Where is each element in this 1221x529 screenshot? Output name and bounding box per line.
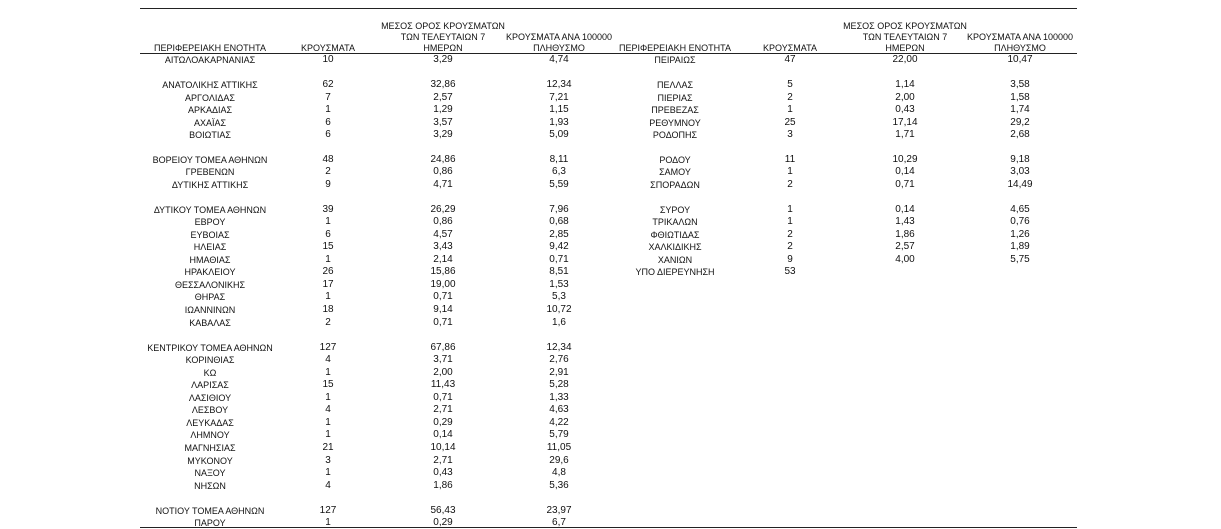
left-cell-cases: 4 (325, 480, 331, 491)
right-cell-name: ΤΡΙΚΑΛΩΝ (652, 217, 698, 227)
right-cell-name: ΣΑΜΟΥ (659, 167, 691, 177)
left-cell-avg: 11,43 (430, 379, 456, 390)
left-cell-name: ΘΗΡΑΣ (194, 292, 226, 302)
left-cell-cases: 21 (322, 442, 334, 453)
left-cell-per100k: 1,15 (549, 104, 569, 115)
left-cell-cases: 1 (325, 417, 331, 428)
left-cell-name: ΑΡΚΑΔΙΑΣ (187, 105, 233, 115)
left-cell-cases: 127 (319, 505, 337, 516)
left-cell-avg: 3,71 (433, 354, 453, 365)
left-cell-per100k: 5,36 (549, 480, 569, 491)
right-cell-cases: 1 (787, 166, 793, 177)
left-cell-cases: 39 (322, 204, 334, 215)
left-header-region: ΠΕΡΙΦΕΡΕΙΑΚΗ ΕΝΟΤΗΤΑ (153, 43, 267, 53)
left-cell-name: ΕΥΒΟΙΑΣ (190, 230, 230, 240)
left-cell-per100k: 4,63 (549, 404, 569, 415)
left-cell-avg: 56,43 (430, 505, 456, 516)
left-cell-name: ΑΙΤΩΛΟΑΚΑΡΝΑΝΙΑΣ (164, 55, 256, 65)
left-cell-avg: 3,29 (433, 129, 453, 140)
left-cell-per100k: 6,3 (552, 166, 566, 177)
left-cell-name: ΔΥΤΙΚΟΥ ΤΟΜΕΑ ΑΘΗΝΩΝ (153, 205, 267, 215)
right-cell-per100k: 14,49 (1007, 179, 1033, 190)
right-cell-name: ΠΕΛΛΑΣ (656, 80, 694, 90)
left-cell-name: ΗΛΕΙΑΣ (193, 242, 227, 252)
left-cell-cases: 1 (325, 392, 331, 403)
right-cell-avg: 0,43 (895, 104, 915, 115)
left-cell-name: ΚΕΝΤΡΙΚΟΥ ΤΟΜΕΑ ΑΘΗΝΩΝ (147, 343, 273, 353)
left-cell-avg: 19,00 (430, 279, 456, 290)
left-cell-cases: 15 (322, 379, 334, 390)
left-cell-cases: 1 (325, 517, 331, 528)
left-cell-avg: 1,29 (433, 104, 453, 115)
right-cell-name: ΦΘΙΩΤΙΔΑΣ (650, 230, 700, 240)
right-cell-cases: 2 (787, 179, 793, 190)
right-header-avg-line1: ΜΕΣΟΣ ΟΡΟΣ ΚΡΟΥΣΜΑΤΩΝ (843, 21, 967, 31)
right-cell-name: ΠΡΕΒΕΖΑΣ (651, 105, 699, 115)
left-cell-per100k: 8,11 (549, 154, 569, 165)
left-cell-avg: 2,57 (433, 92, 453, 103)
left-cell-cases: 15 (322, 241, 334, 252)
left-cell-cases: 1 (325, 291, 331, 302)
left-cell-name: ΜΥΚΟΝΟΥ (187, 456, 233, 466)
left-cell-avg: 0,86 (433, 216, 453, 227)
right-cell-cases: 11 (784, 154, 796, 165)
left-cell-cases: 7 (325, 92, 331, 103)
right-cell-name: ΧΑΝΙΩΝ (657, 255, 693, 265)
left-cell-cases: 2 (325, 317, 331, 328)
left-cell-avg: 3,29 (433, 54, 453, 65)
right-cell-per100k: 1,89 (1010, 241, 1030, 252)
left-cell-name: ΝΗΣΩΝ (194, 481, 226, 491)
left-cell-per100k: 23,97 (546, 505, 572, 516)
right-cell-name: ΡΕΘΥΜΝΟΥ (649, 118, 701, 128)
right-cell-cases: 5 (787, 79, 793, 90)
right-cell-per100k: 1,58 (1010, 92, 1030, 103)
left-cell-cases: 3 (325, 455, 331, 466)
left-cell-per100k: 6,7 (552, 517, 566, 528)
left-cell-cases: 2 (325, 166, 331, 177)
left-cell-avg: 2,71 (433, 404, 453, 415)
right-cell-avg: 1,43 (895, 216, 915, 227)
left-cell-per100k: 9,42 (549, 241, 569, 252)
left-cell-avg: 26,29 (430, 204, 456, 215)
right-cell-per100k: 29,2 (1010, 117, 1030, 128)
right-cell-per100k: 9,18 (1010, 154, 1030, 165)
left-cell-per100k: 5,79 (549, 429, 569, 440)
left-cell-cases: 9 (325, 179, 331, 190)
left-cell-avg: 0,71 (433, 317, 453, 328)
left-header-avg-line1: ΜΕΣΟΣ ΟΡΟΣ ΚΡΟΥΣΜΑΤΩΝ (381, 21, 505, 31)
right-cell-name: ΠΙΕΡΙΑΣ (657, 93, 693, 103)
left-cell-name: ΒΟΙΩΤΙΑΣ (189, 130, 231, 140)
right-cell-name: ΠΕΙΡΑΙΩΣ (654, 55, 696, 65)
left-cell-per100k: 0,71 (549, 254, 569, 265)
left-cell-name: ΒΟΡΕΙΟΥ ΤΟΜΕΑ ΑΘΗΝΩΝ (152, 155, 268, 165)
left-cell-avg: 0,29 (433, 417, 453, 428)
right-cell-per100k: 3,58 (1010, 79, 1030, 90)
left-cell-per100k: 2,85 (549, 229, 569, 240)
left-cell-name: ΛΕΥΚΑΔΑΣ (186, 418, 234, 428)
left-cell-cases: 1 (325, 216, 331, 227)
right-cell-per100k: 0,76 (1010, 216, 1030, 227)
right-cell-cases: 25 (784, 117, 796, 128)
left-cell-name: ΘΕΣΣΑΛΟΝΙΚΗΣ (174, 280, 246, 290)
right-cell-cases: 1 (787, 216, 793, 227)
left-cell-name: ΚΑΒΑΛΑΣ (189, 318, 231, 328)
left-cell-name: ΑΡΓΟΛΙΔΑΣ (185, 93, 235, 103)
left-cell-avg: 0,71 (433, 392, 453, 403)
left-cell-cases: 1 (325, 367, 331, 378)
left-header-avg-line2: ΤΩΝ ΤΕΛΕΥΤΑΙΩΝ 7 (400, 32, 486, 42)
left-cell-name: ΝΟΤΙΟΥ ΤΟΜΕΑ ΑΘΗΝΩΝ (155, 506, 265, 516)
right-cell-name: ΡΟΔΟΥ (659, 155, 691, 165)
left-header-cases: ΚΡΟΥΣΜΑΤΑ (301, 43, 355, 53)
right-cell-avg: 1,86 (895, 229, 915, 240)
table-top-rule (140, 8, 1077, 9)
right-cell-avg: 0,14 (895, 204, 915, 215)
right-cell-cases: 3 (787, 129, 793, 140)
left-cell-avg: 2,00 (433, 367, 453, 378)
left-cell-name: ΕΒΡΟΥ (194, 217, 226, 227)
left-cell-per100k: 8,51 (549, 266, 569, 277)
left-cell-name: ΚΩ (203, 368, 217, 378)
left-cell-avg: 24,86 (430, 154, 456, 165)
left-cell-per100k: 1,53 (549, 279, 569, 290)
left-cell-cases: 6 (325, 129, 331, 140)
left-cell-per100k: 29,6 (549, 455, 569, 466)
right-cell-avg: 1,14 (895, 79, 915, 90)
left-cell-per100k: 2,76 (549, 354, 569, 365)
left-cell-avg: 32,86 (430, 79, 456, 90)
right-cell-avg: 0,71 (895, 179, 915, 190)
left-cell-name: ΚΟΡΙΝΘΙΑΣ (185, 355, 235, 365)
left-cell-cases: 127 (319, 342, 337, 353)
right-cell-cases: 53 (784, 266, 796, 277)
left-cell-avg: 10,14 (430, 442, 456, 453)
right-cell-name: ΣΥΡΟΥ (659, 205, 691, 215)
left-cell-avg: 3,43 (433, 241, 453, 252)
left-cell-name: ΜΑΓΝΗΣΙΑΣ (184, 443, 236, 453)
right-cell-per100k: 2,68 (1010, 129, 1030, 140)
left-cell-name: ΗΡΑΚΛΕΙΟΥ (184, 267, 236, 277)
left-cell-cases: 1 (325, 429, 331, 440)
left-cell-name: ΔΥΤΙΚΗΣ ΑΤΤΙΚΗΣ (171, 180, 249, 190)
left-cell-avg: 1,86 (433, 480, 453, 491)
left-cell-name: ΛΑΡΙΣΑΣ (191, 380, 229, 390)
right-cell-cases: 47 (784, 54, 796, 65)
right-cell-per100k: 5,75 (1010, 254, 1030, 265)
right-cell-avg: 17,14 (892, 117, 918, 128)
left-cell-avg: 4,57 (433, 229, 453, 240)
right-cell-name: ΥΠΟ ΔΙΕΡΕΥΝΗΣΗ (635, 267, 715, 277)
left-cell-name: ΑΧΑΪΑΣ (193, 118, 227, 128)
right-cell-per100k: 10,47 (1007, 54, 1033, 65)
left-cell-cases: 62 (322, 79, 334, 90)
left-cell-cases: 48 (322, 154, 334, 165)
left-cell-cases: 4 (325, 404, 331, 415)
left-cell-per100k: 4,74 (549, 54, 569, 65)
left-cell-avg: 3,57 (433, 117, 453, 128)
left-cell-per100k: 5,09 (549, 129, 569, 140)
left-cell-cases: 26 (322, 266, 334, 277)
left-cell-name: ΝΑΞΟΥ (194, 468, 226, 478)
left-cell-cases: 1 (325, 254, 331, 265)
right-header-per100k-line2: ΠΛΗΘΥΣΜΟ (994, 43, 1046, 53)
left-cell-name: ΛΑΣΙΘΙΟΥ (188, 393, 232, 403)
left-cell-per100k: 2,91 (549, 367, 569, 378)
right-cell-avg: 1,71 (895, 129, 915, 140)
left-cell-name: ΗΜΑΘΙΑΣ (189, 255, 231, 265)
right-header-avg-line3: ΗΜΕΡΩΝ (885, 43, 925, 53)
left-cell-per100k: 12,34 (546, 342, 572, 353)
right-cell-cases: 2 (787, 92, 793, 103)
left-cell-cases: 6 (325, 229, 331, 240)
left-header-per100k-line1: ΚΡΟΥΣΜΑΤΑ ΑΝΑ 100000 (506, 32, 612, 42)
right-cell-avg: 2,57 (895, 241, 915, 252)
left-cell-per100k: 4,8 (552, 467, 566, 478)
left-cell-avg: 15,86 (430, 266, 456, 277)
left-cell-per100k: 0,68 (549, 216, 569, 227)
left-cell-per100k: 5,59 (549, 179, 569, 190)
left-cell-avg: 0,71 (433, 291, 453, 302)
right-cell-cases: 9 (787, 254, 793, 265)
right-cell-name: ΣΠΟΡΑΔΩΝ (650, 180, 700, 190)
right-cell-cases: 1 (787, 104, 793, 115)
right-header-region: ΠΕΡΙΦΕΡΕΙΑΚΗ ΕΝΟΤΗΤΑ (618, 43, 732, 53)
right-cell-avg: 0,14 (895, 166, 915, 177)
left-cell-per100k: 1,93 (549, 117, 569, 128)
left-cell-avg: 0,29 (433, 517, 453, 528)
right-cell-per100k: 3,03 (1010, 166, 1030, 177)
left-cell-per100k: 1,33 (549, 392, 569, 403)
left-cell-per100k: 11,05 (546, 442, 572, 453)
left-cell-avg: 2,14 (433, 254, 453, 265)
right-cell-name: ΧΑΛΚΙΔΙΚΗΣ (648, 242, 702, 252)
left-cell-cases: 6 (325, 117, 331, 128)
left-cell-per100k: 4,22 (549, 417, 569, 428)
left-cell-avg: 9,14 (433, 304, 453, 315)
left-cell-avg: 0,14 (433, 429, 453, 440)
right-cell-cases: 2 (787, 229, 793, 240)
left-cell-avg: 0,43 (433, 467, 453, 478)
left-cell-cases: 4 (325, 354, 331, 365)
right-cell-cases: 1 (787, 204, 793, 215)
left-cell-cases: 1 (325, 104, 331, 115)
left-cell-per100k: 1,6 (552, 317, 566, 328)
right-cell-name: ΡΟΔΟΠΗΣ (652, 130, 698, 140)
right-cell-cases: 2 (787, 241, 793, 252)
left-cell-name: ΑΝΑΤΟΛΙΚΗΣ ΑΤΤΙΚΗΣ (162, 80, 258, 90)
left-cell-per100k: 7,21 (549, 92, 569, 103)
left-cell-cases: 1 (325, 467, 331, 478)
left-cell-cases: 17 (322, 279, 334, 290)
left-cell-per100k: 5,3 (552, 291, 566, 302)
left-cell-name: ΠΑΡΟΥ (194, 518, 226, 528)
right-cell-per100k: 1,26 (1010, 229, 1030, 240)
right-cell-avg: 4,00 (895, 254, 915, 265)
left-cell-name: ΛΕΣΒΟΥ (191, 405, 229, 415)
left-cell-per100k: 7,96 (549, 204, 569, 215)
left-cell-avg: 2,71 (433, 455, 453, 466)
right-cell-per100k: 1,74 (1010, 104, 1030, 115)
left-cell-cases: 10 (322, 54, 334, 65)
left-cell-cases: 18 (322, 304, 334, 315)
right-cell-avg: 10,29 (892, 154, 918, 165)
right-cell-avg: 2,00 (895, 92, 915, 103)
left-cell-name: ΙΩΑΝΝΙΝΩΝ (184, 305, 236, 315)
right-header-cases: ΚΡΟΥΣΜΑΤΑ (763, 43, 817, 53)
right-cell-per100k: 4,65 (1010, 204, 1030, 215)
left-cell-per100k: 5,28 (549, 379, 569, 390)
left-cell-avg: 4,71 (433, 179, 453, 190)
left-cell-avg: 67,86 (430, 342, 456, 353)
left-cell-name: ΓΡΕΒΕΝΩΝ (185, 167, 235, 177)
left-cell-name: ΛΗΜΝΟΥ (190, 430, 230, 440)
left-header-avg-line3: ΗΜΕΡΩΝ (423, 43, 463, 53)
right-cell-avg: 22,00 (892, 54, 918, 65)
left-cell-avg: 0,86 (433, 166, 453, 177)
left-cell-per100k: 10,72 (546, 304, 572, 315)
left-header-per100k-line2: ΠΛΗΘΥΣΜΟ (533, 43, 585, 53)
right-header-avg-line2: ΤΩΝ ΤΕΛΕΥΤΑΙΩΝ 7 (862, 32, 948, 42)
left-cell-per100k: 12,34 (546, 79, 572, 90)
right-header-per100k-line1: ΚΡΟΥΣΜΑΤΑ ΑΝΑ 100000 (967, 32, 1073, 42)
